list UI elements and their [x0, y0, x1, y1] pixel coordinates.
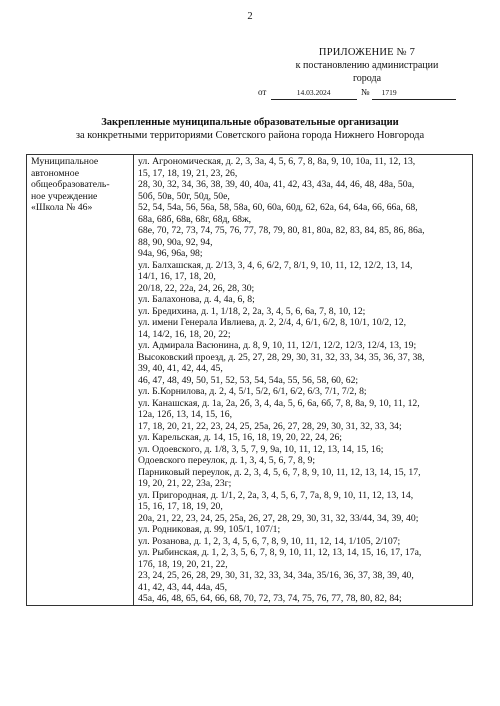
institution-cell: [27, 155, 134, 606]
street-line: ул. Карельская, д. 14, 15, 16, 18, 19, 20, 22, 24, 26;: [138, 432, 342, 443]
decree-number: 1719: [372, 86, 456, 100]
street-line: 41, 42, 43, 44, 44а, 45,: [138, 581, 228, 593]
street-line: ул. имени Генерала Ивлиева, д. 2, 2/4, 4, 6/1, 6/2, 8, 10/1, 10/2, 12,: [138, 317, 407, 328]
street-line: ул. Балахонова, д. 4, 4а, 6, 8;: [138, 294, 255, 305]
heading-subtitle: за конкретными территориями Советского района города Нижнего Новгорода: [75, 130, 425, 141]
street-line: 17, 18, 20, 21, 22, 23, 24, 25, 25а, 26, 27, 28, 29, 30, 31, 32, 33, 34;: [138, 420, 402, 432]
street-line: 14, 14/2, 16, 18, 20, 22;: [138, 328, 231, 340]
street-line: 68е, 70, 72, 73, 74, 75, 76, 77, 78, 79, 80, 81, 80а, 82, 83, 84, 85, 86, 86а,: [138, 225, 425, 236]
appendix-block: [258, 46, 476, 100]
street-line: 88, 90, 90а, 92, 94,: [138, 236, 213, 248]
number-label: №: [360, 87, 370, 97]
street-line: ул. Пригородная, д. 1/1, 2, 2а, 3, 4, 5, 6, 7, 7а, 8, 9, 10, 11, 12, 13, 14,: [138, 489, 414, 501]
street-line: 17б, 18, 19, 20, 21, 22,: [138, 558, 228, 570]
page-number: 2: [247, 11, 253, 22]
street-line: 68а, 68б, 68в, 68г, 68д, 68ж,: [138, 213, 252, 225]
heading-title: Закрепленные муниципальные образовательные организации: [101, 117, 399, 128]
streets-cell: [134, 155, 473, 606]
street-line: 12а, 12б, 13, 14, 15, 16,: [138, 409, 232, 420]
appendix-date-number: [258, 86, 476, 100]
institution-line: автономное: [31, 167, 80, 179]
street-line: 46, 47, 48, 49, 50, 51, 52, 53, 54, 54а, 55, 56, 58, 60, 62;: [138, 374, 359, 386]
street-line: 94а, 96, 96а, 98;: [138, 248, 203, 259]
street-line: 50б, 50в, 50г, 50д, 50е,: [138, 190, 230, 202]
street-line: 52, 54, 54а, 56, 56а, 58, 58а, 60, 60а, 60д, 62, 62а, 64, 64а, 66, 66а, 68,: [138, 202, 418, 213]
street-line: Одоевского переулок, д. 1, 3, 4, 5, 6, 7, 8, 9;: [138, 455, 316, 466]
street-line: 39, 40, 41, 42, 44, 45,: [138, 363, 223, 374]
institution-line: «Школа № 46»: [31, 202, 93, 213]
table-row: [27, 155, 473, 606]
document-heading: [0, 116, 500, 142]
street-line: 14/1, 16, 17, 18, 20,: [138, 271, 216, 282]
street-line: 19, 20, 21, 22, 23а, 23г;: [138, 478, 232, 489]
decree-date: 14.03.2024: [271, 86, 357, 100]
street-line: 20а, 21, 22, 23, 24, 25, 25а, 26, 27, 28, 29, 30, 31, 32, 33/44, 34, 39, 40;: [138, 512, 419, 524]
street-line: ул. Канашская, д. 1а, 2а, 2б, 3, 4, 4а, 5, 6, 6а, 6б, 7, 8, 8а, 9, 10, 11, 12,: [138, 397, 420, 409]
street-line: ул. Розанова, д. 1, 2, 3, 4, 5, 6, 7, 8, 9, 10, 11, 12, 14, 1/105, 2/107;: [138, 535, 401, 547]
street-line: ул. Балхашская, д. 2/13, 3, 4, 6, 6/2, 7, 8/1, 9, 10, 11, 12, 12/2, 13, 14,: [138, 259, 413, 271]
appendix-line-1: к постановлению администрации: [295, 60, 439, 71]
appendix-line-2: города: [352, 73, 382, 84]
street-line: ул. Агрономическая, д. 2, 3, 3а, 4, 5, 6, 7, 8, 8а, 9, 10, 10а, 11, 12, 13,: [138, 156, 416, 167]
street-line: ул. Бредихина, д. 1, 1/18, 2, 2а, 3, 4, 5, 6, 6а, 7, 8, 10, 12;: [138, 305, 366, 317]
street-line: ул. Одоевского, д. 1/8, 3, 5, 7, 9, 9а, 10, 11, 12, 13, 14, 15, 16;: [138, 443, 384, 455]
street-line: Парниковый переулок, д. 2, 3, 4, 5, 6, 7, 8, 9, 10, 11, 12, 13, 14, 15, 17,: [138, 466, 421, 478]
appendix-title: ПРИЛОЖЕНИЕ № 7: [318, 47, 416, 58]
street-line: ул. Адмирала Васюнина, д. 8, 9, 10, 11, 12/1, 12/2, 12/3, 12/4, 13, 19;: [138, 340, 417, 351]
street-line: ул. Рыбинская, д. 1, 2, 3, 5, 6, 7, 8, 9, 10, 11, 12, 13, 14, 15, 16, 17, 17а,: [138, 547, 422, 558]
street-line: ул. Б.Корнилова, д. 2, 4, 5/1, 5/2, 6/1, 6/2, 6/3, 7/1, 7/2, 8;: [138, 386, 367, 397]
street-line: 23, 24, 25, 26, 28, 29, 30, 31, 32, 33, 34, 34а, 35/16, 36, 37, 38, 39, 40,: [138, 570, 414, 581]
street-line: Высоковский проезд, д. 25, 27, 28, 29, 30, 31, 32, 33, 34, 35, 36, 37, 38,: [138, 351, 425, 363]
institution-line: Муниципальное: [31, 156, 99, 167]
street-line: 28, 30, 32, 34, 36, 38, 39, 40, 40а, 41, 42, 43, 43а, 44, 46, 48, 48а, 50а,: [138, 179, 415, 190]
street-line: ул. Родниковая, д. 99, 105/1, 107/1;: [138, 524, 281, 535]
street-line: 20/18, 22, 22а, 24, 26, 28, 30;: [138, 282, 255, 294]
institution-line: ное учреждение: [31, 190, 98, 202]
assignment-table: [26, 154, 473, 606]
street-line: 15, 17, 18, 19, 21, 23, 26,: [138, 167, 238, 179]
street-line: 15, 16, 17, 18, 19, 20,: [138, 501, 223, 512]
from-label: от: [258, 87, 267, 97]
street-line: 45а, 46, 48, 65, 64, 66, 68, 70, 72, 73, 74, 75, 76, 77, 78, 80, 82, 84;: [138, 593, 402, 604]
institution-line: общеобразователь-: [31, 179, 110, 190]
